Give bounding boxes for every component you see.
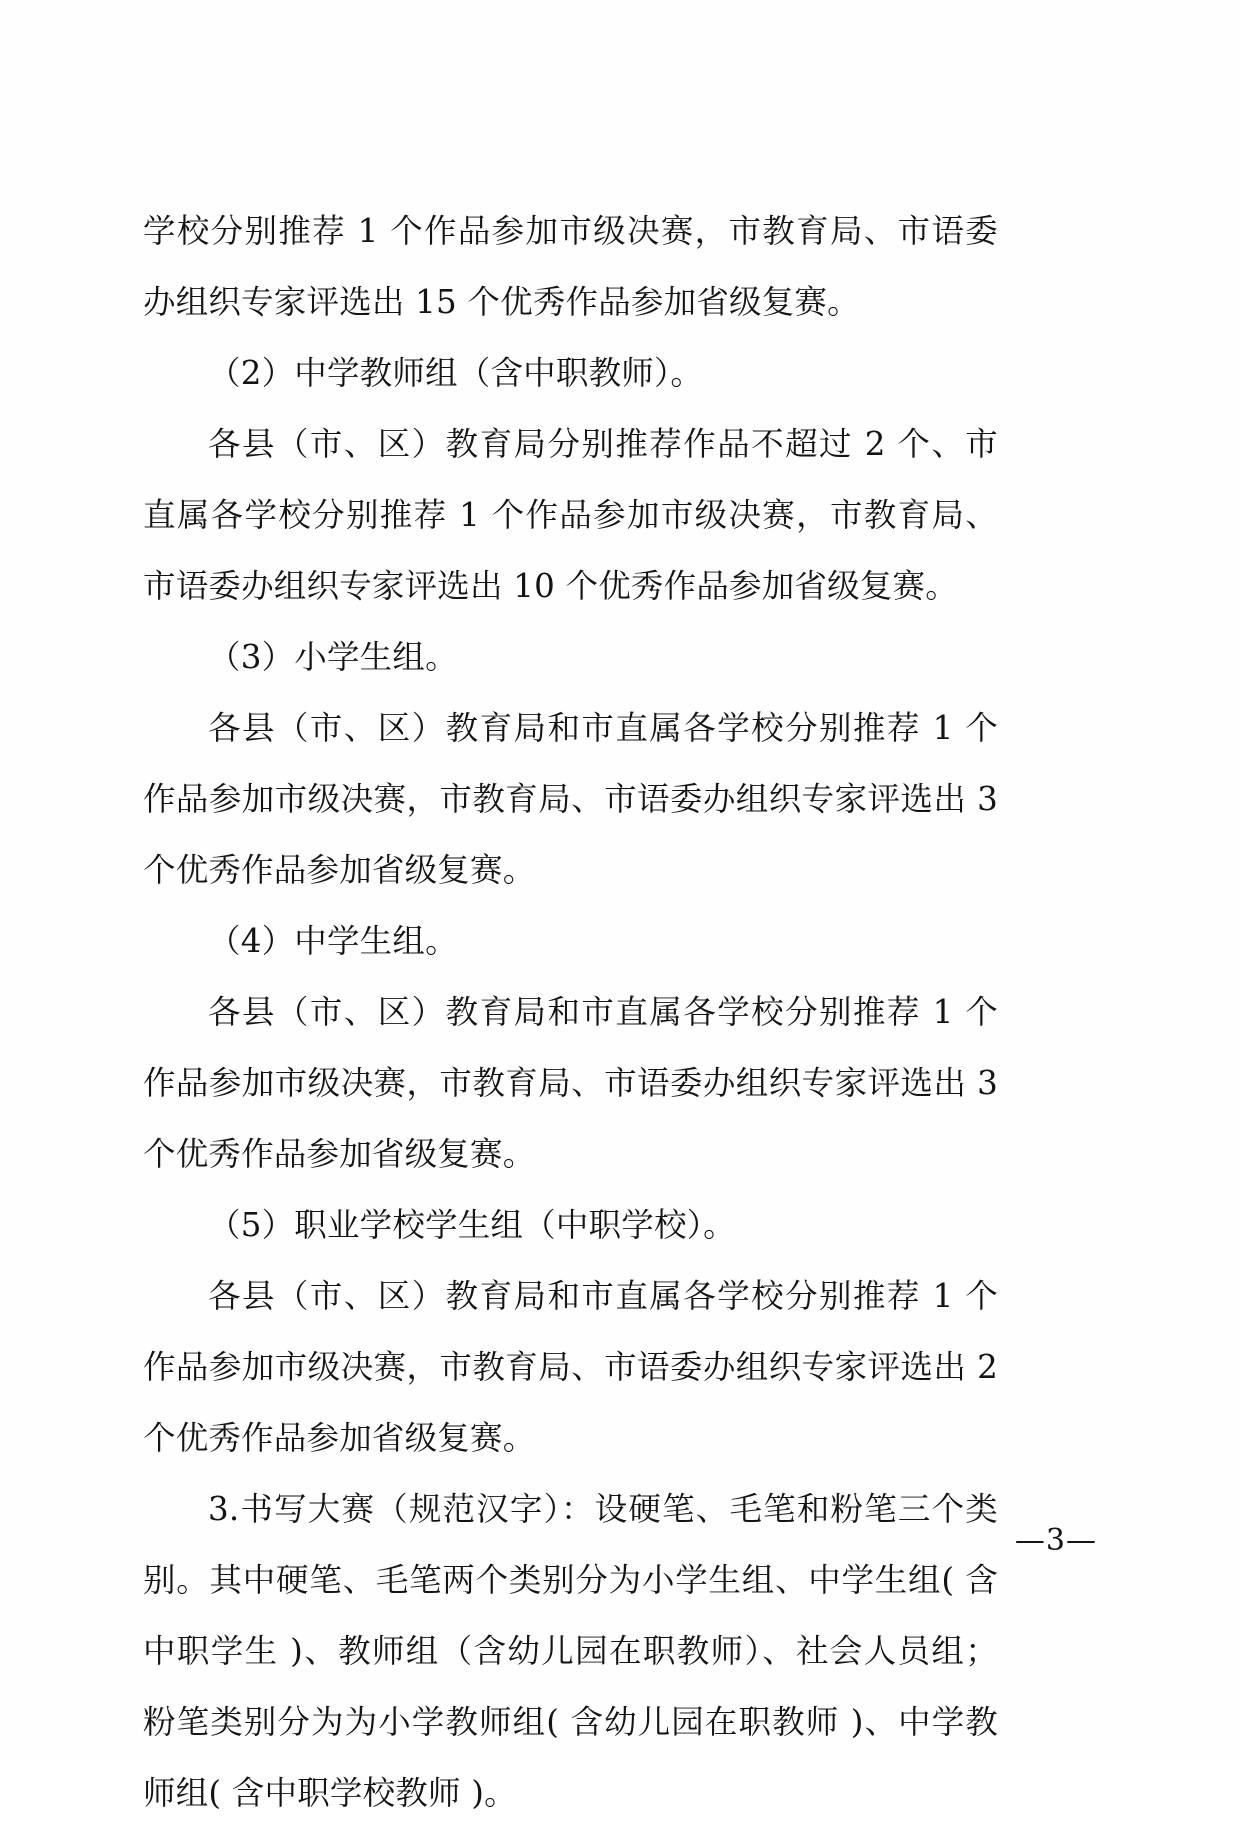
heading-group-4-middle-students: （4）中学生组。 — [208, 922, 458, 960]
paragraph-group-3-quota: 各县（市、区）教育局和市直属各学校分别推荐 1 个作品参加市级决赛，市教育局、市语委办组织专家评选出 3 个优秀作品参加省级复赛。 — [143, 709, 998, 889]
paragraph-group-5-quota: 各县（市、区）教育局和市直属各学校分别推荐 1 个作品参加市级决赛，市教育局、市语委办组织专家评选出 2 个优秀作品参加省级复赛。 — [143, 1277, 998, 1457]
paragraph-group-4-quota: 各县（市、区）教育局和市直属各学校分别推荐 1 个作品参加市级决赛，市教育局、市语委办组织专家评选出 3 个优秀作品参加省级复赛。 — [143, 993, 998, 1173]
paragraph-continuation-group1: 学校分别推荐 1 个作品参加市级决赛，市教育局、市语委办组织专家评选出 15 个优秀作品参加省级复赛。 — [143, 212, 998, 321]
page-number: —3— — [1014, 1523, 1097, 1558]
document-body — [143, 196, 998, 1829]
paragraph-group-2-quota: 各县（市、区）教育局分别推荐作品不超过 2 个、市直属各学校分别推荐 1 个作品参加市级决赛，市教育局、市语委办组织专家评选出 10 个优秀作品参加省级复赛。 — [143, 425, 998, 605]
paragraph-item-3-writing-contest: 3.书写大赛（规范汉字）：设硬笔、毛笔和粉笔三个类别。其中硬笔、毛笔两个类别分为小学生组、中学生组( 含中职学生 )、教师组（含幼儿园在职教师）、社会人员组；粉笔类别分为为小学教师组( 含幼儿园在职教师 )、中学教师组( 含中职学校教师 )。 — [143, 1490, 998, 1812]
heading-group-2-middle-school-teachers: （2）中学教师组（含中职教师）。 — [208, 354, 704, 392]
heading-group-5-vocational-students: （5）职业学校学生组（中职学校）。 — [208, 1206, 736, 1244]
heading-group-3-primary-students: （3）小学生组。 — [208, 638, 458, 676]
